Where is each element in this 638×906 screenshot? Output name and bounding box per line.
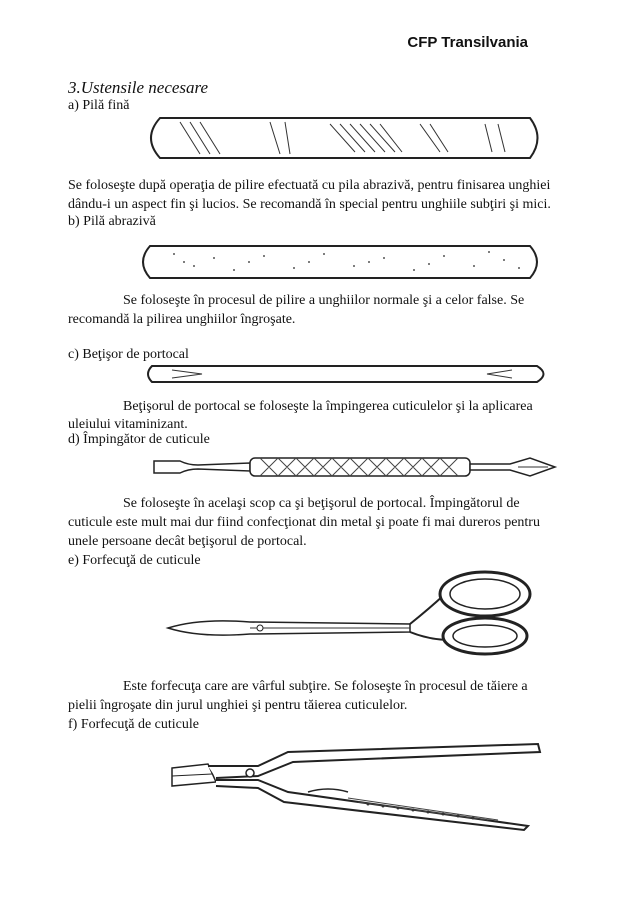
item-c-desc-line-1: Beţişorul de portocal se foloseşte la împingerea cuticulelor şi la aplicarea	[123, 399, 533, 414]
item-a-label: a) Pilă fină	[68, 98, 130, 113]
section-title: 3.Ustensile necesare	[68, 78, 209, 97]
item-e-desc-line-1: Este forfecuţa care are vârful subţire. Se foloseşte în procesul de tăiere a	[123, 679, 528, 694]
item-f-label: f) Forfecuţă de cuticule	[68, 717, 199, 732]
item-e-desc-line-2: pielii îngroşate din jurul unghiei şi pentru tăierea cuticulelor.	[68, 698, 408, 713]
item-b-label: b) Pilă abrazivă	[68, 214, 156, 229]
item-d-desc-line-2: cuticule este mult mai dur fiind confecţionat din metal şi poate fi mai dureros pentru	[68, 515, 540, 530]
abrasive-file-illustration	[134, 242, 546, 282]
item-c-desc-line-2: uleiului vitaminizant.	[68, 417, 188, 432]
header-org: CFP Transilvania	[407, 34, 528, 51]
orange-stick-illustration	[142, 362, 552, 386]
item-d-label: d) Împingător de cuticule	[68, 432, 210, 447]
cuticle-nipper-illustration	[168, 742, 548, 832]
item-c-label: c) Beţişor de portocal	[68, 347, 189, 362]
item-b-desc-line-1: Se foloseşte în procesul de pilire a unghiilor normale şi a celor false. Se	[123, 293, 525, 308]
cuticle-scissors-illustration	[160, 568, 560, 658]
item-a-desc-line-1: Se foloseşte după operaţia de pilire efectuată cu pila abrazivă, pentru finisarea unghiei	[68, 178, 551, 193]
cuticle-pusher-illustration	[150, 452, 560, 482]
item-a-desc-line-2: dându-i un aspect fin şi lucios. Se recomandă în special pentru unghiile subţiri şi mici.	[68, 197, 551, 212]
fine-file-illustration	[140, 112, 550, 164]
item-e-label: e) Forfecuţă de cuticule	[68, 553, 201, 568]
item-b-desc-line-2: recomandă la pilirea unghiilor îngroşate.	[68, 312, 296, 327]
item-d-desc-line-1: Se foloseşte în acelaşi scop ca şi beţişorul de portocal. Împingătorul de	[123, 496, 520, 511]
item-d-desc-line-3: unele persoane decât beţişorul de portocal.	[68, 534, 307, 549]
